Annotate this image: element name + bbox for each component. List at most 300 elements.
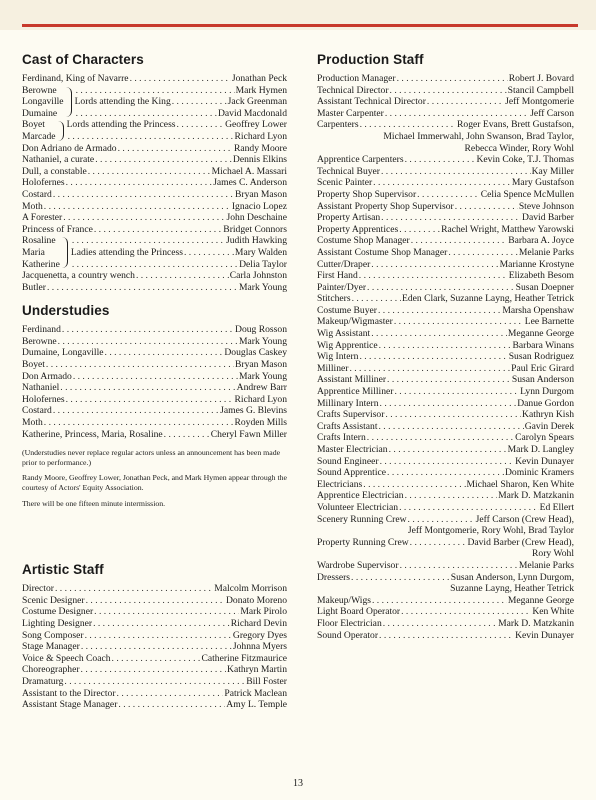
dot-leader: [81, 664, 227, 676]
role-label: Technical Buyer: [317, 165, 380, 177]
person-name: Susan Anderson: [511, 374, 574, 386]
person-name: Richard Lyon: [234, 393, 287, 405]
role-label: Berowne: [22, 335, 57, 347]
role-label: Assistant Technical Director: [317, 96, 426, 108]
person-name: Mark D. Matzkanin: [498, 490, 574, 502]
role-label: Dull, a constable: [22, 165, 87, 177]
dot-leader: [64, 676, 245, 688]
person-name: Kathryn Kish: [522, 409, 574, 421]
role-label: Dumaine, Longaville: [22, 347, 104, 359]
role-label: Floor Electrician: [317, 617, 382, 629]
role-label: Scenery Running Crew: [317, 513, 407, 525]
credit-row: [317, 606, 574, 618]
credit-row: [22, 224, 287, 236]
person-name: David Barber (Crew Head),: [467, 536, 574, 548]
dot-leader: [379, 421, 524, 433]
credit-row: [22, 405, 287, 417]
person-name: Carolyn Spears: [515, 432, 574, 444]
dot-leader: [73, 371, 238, 383]
dot-leader: [118, 143, 233, 155]
dot-leader: [94, 606, 239, 618]
dot-leader: [380, 456, 515, 468]
person-name: Mary Walden: [234, 246, 287, 258]
credit-row: [22, 166, 287, 178]
spacer: [22, 514, 287, 562]
credit-row: [317, 316, 574, 328]
person-name-continued: Rory Wohl: [532, 548, 574, 560]
credit-row: [317, 572, 574, 584]
person-name: Delia Taylor: [239, 258, 287, 270]
dot-leader: [63, 212, 225, 224]
person-name: Mary Gustafson: [511, 177, 574, 189]
dot-leader: [394, 316, 524, 328]
person-name: Jonathan Peck: [231, 73, 287, 84]
credit-row: [317, 479, 574, 491]
role-label: Scenic Designer: [22, 594, 85, 606]
role-label: Ferdinand: [22, 324, 61, 336]
person-name: Kevin Dunayer: [515, 629, 574, 641]
person-name: Gregory Dyes: [232, 629, 287, 641]
dot-leader: [385, 108, 529, 120]
role-label: Dressers: [317, 571, 351, 583]
credit-row: [22, 282, 287, 294]
role-label: Property Apprentices: [317, 223, 399, 235]
credit-row: [317, 560, 574, 572]
person-name: Jeff Montgomerie: [505, 96, 574, 108]
person-name: Steve Johnson: [518, 200, 574, 212]
person-name: Geoffrey Lower: [225, 119, 287, 131]
person-name: Mark Pirolo: [240, 606, 287, 618]
role-label: Marcade: [22, 130, 56, 142]
dot-leader: [380, 398, 517, 410]
person-name-continued: Suzanne Layng, Heather Tetrick: [450, 583, 574, 595]
credit-row: [317, 630, 574, 642]
credit-row: [317, 351, 574, 363]
credit-row: [67, 119, 287, 131]
dot-leader: [117, 688, 224, 700]
dot-leader: [372, 595, 507, 607]
role-label: Volunteer Electrician: [317, 501, 399, 513]
role-label: Longaville: [22, 96, 64, 108]
dot-leader: [46, 359, 234, 371]
person-name: Eden Clark, Suzanne Layng, Heather Tetrick: [401, 293, 574, 305]
dot-leader: [95, 154, 232, 166]
dot-leader: [60, 382, 235, 394]
credit-row: [22, 618, 287, 630]
person-name: Jeff Carson (Crew Head),: [475, 513, 574, 525]
understudies-heading: Understudies: [22, 303, 110, 319]
credit-row: [22, 429, 287, 441]
role-label: Voice & Speech Coach: [22, 652, 111, 664]
credit-row: [317, 259, 574, 271]
person-name: David Barber: [522, 212, 574, 224]
person-name: Ignacio Lopez: [231, 200, 287, 212]
person-name: Bill Foster: [246, 675, 287, 687]
person-name: Roger Evans, Brett Gustafson,: [457, 119, 574, 131]
dot-leader: [381, 166, 531, 178]
person-name: Michael Sharon, Ken White: [466, 478, 574, 490]
role-label: Cutter/Draper: [317, 258, 371, 270]
credit-row: [317, 305, 574, 317]
role-label: Wardrobe Supervisor: [317, 559, 399, 571]
dot-leader: [405, 154, 476, 166]
dot-leader: [81, 641, 232, 653]
person-name-continued: Rebecca Winder, Rory Wohl: [464, 142, 574, 154]
credit-row: [317, 374, 574, 386]
dot-leader: [373, 177, 511, 189]
credit-row: [317, 328, 574, 340]
dot-leader: [184, 247, 234, 259]
role-label: Costume Designer: [22, 606, 94, 618]
dot-leader: [53, 189, 234, 201]
person-name: Ed Ellert: [539, 501, 574, 513]
dot-leader: [62, 324, 234, 336]
credit-row: [317, 340, 574, 352]
credit-row: [317, 514, 574, 526]
dot-leader: [112, 653, 201, 665]
dot-leader: [427, 96, 504, 108]
credit-row: [22, 595, 287, 607]
role-label: Apprentice Milliner: [317, 386, 394, 398]
dot-leader: [66, 394, 234, 406]
spacer: [22, 293, 287, 303]
role-label: Song Composer: [22, 629, 84, 641]
dot-leader: [383, 618, 497, 630]
cast-heading: Cast of Characters: [22, 52, 144, 67]
person-name: Stancil Campbell: [507, 84, 574, 96]
credit-row: [22, 143, 287, 155]
role-label: Boyet: [22, 119, 45, 131]
role-label: Wig Apprentice: [317, 339, 378, 351]
person-name: Meganne George: [507, 594, 574, 606]
brace-mark: [61, 237, 68, 268]
dot-leader: [399, 224, 440, 236]
role-label: Choreographer: [22, 664, 80, 676]
notes: [22, 448, 287, 508]
dot-leader: [94, 224, 222, 236]
credit-row: [317, 201, 574, 213]
role-label: Lighting Designer: [22, 617, 93, 629]
credit-row: [317, 247, 574, 259]
person-name: Bryan Mason: [235, 188, 287, 200]
credit-row: [71, 235, 287, 247]
dot-leader: [72, 259, 238, 271]
person-name: James G. Blevins: [220, 405, 287, 417]
person-name: Robert J. Bovard: [508, 73, 574, 84]
artistic-list: [22, 583, 287, 711]
person-name: Meganne George: [507, 328, 574, 340]
dot-leader: [88, 166, 211, 178]
credit-row: [22, 347, 287, 359]
person-name: Susan Rodriguez: [508, 351, 574, 363]
cast-list: [22, 73, 287, 85]
dot-leader: [55, 583, 213, 595]
credit-row: [75, 85, 287, 97]
dot-leader: [389, 444, 507, 456]
role-label: Stage Manager: [22, 641, 80, 653]
dot-leader: [367, 282, 515, 294]
person-name-continued: Jeff Montgomerie, Rory Wohl, Brad Taylor: [407, 525, 574, 537]
dot-leader: [408, 514, 475, 526]
credit-row: [317, 421, 574, 433]
dot-leader: [164, 429, 210, 441]
dot-leader: [66, 177, 213, 189]
role-label: Sound Engineer: [317, 455, 379, 467]
person-name: Bridget Connors: [223, 223, 287, 235]
person-name: Doug Rosson: [235, 324, 287, 336]
role-label: Apprentice Electrician: [317, 490, 404, 502]
credit-row: [317, 502, 574, 514]
person-name: Royden Mills: [234, 417, 287, 429]
person-name: Danue Gordon: [517, 397, 574, 409]
role-label: Maria: [22, 246, 45, 258]
role-label: Nathaniel: [22, 382, 60, 394]
role-label: Jacquenetta, a country wench: [22, 270, 135, 282]
production-heading: Production Staff: [317, 52, 424, 67]
role-label: Wig Intern: [317, 351, 359, 363]
role-label: Costard: [22, 405, 52, 417]
lords-princess-group: [22, 119, 287, 142]
person-name: Jeff Carson: [530, 107, 574, 119]
credit-row: [317, 409, 574, 421]
person-name: Rachel Wright, Matthew Yarowski: [441, 223, 574, 235]
person-name: Marsha Openshaw: [502, 304, 574, 316]
person-name: Mark Young: [239, 335, 287, 347]
person-name: Johnna Myers: [232, 641, 287, 653]
person-name: Mark Young: [239, 281, 287, 293]
dot-leader: [58, 336, 238, 348]
credit-row: [22, 606, 287, 618]
credit-row: [75, 96, 287, 108]
role-label: Dumaine: [22, 107, 58, 119]
lords-king-group: [22, 85, 287, 120]
credit-row: [317, 119, 574, 131]
credit-row: [317, 467, 574, 479]
person-name: Carla Johnston: [229, 270, 287, 282]
dot-leader: [72, 235, 225, 247]
credit-row: [317, 618, 574, 630]
dot-leader: [172, 96, 227, 108]
person-name: Donato Moreno: [225, 594, 287, 606]
person-name: Elizabeth Besom: [508, 270, 574, 282]
role-label: Katherine: [22, 258, 60, 270]
dot-leader: [86, 595, 225, 607]
credit-row: [22, 336, 287, 348]
dot-leader: [411, 235, 507, 247]
dot-leader: [68, 131, 234, 143]
role-label: Crafts Supervisor: [317, 409, 385, 421]
dot-leader: [401, 606, 531, 618]
production-list: [317, 73, 574, 641]
dot-leader: [387, 467, 504, 479]
credit-row: [22, 154, 287, 166]
person-name: Barbara Winans: [512, 339, 574, 351]
person-name: Lee Barnette: [524, 316, 574, 328]
person-name: Celia Spence McMullen: [480, 188, 574, 200]
dot-leader: [371, 259, 498, 271]
role-label: Assistant Property Shop Supervisor: [317, 200, 454, 212]
dot-leader: [349, 363, 510, 375]
role-label: Property Running Crew: [317, 536, 409, 548]
role-label: Makeup/Wigmaster: [317, 316, 393, 328]
role-label: Director: [22, 583, 54, 595]
equity-note: Randy Moore, Geoffrey Lower, Jonathan Peck, and Mark Hymen appear through the courtesy of Actors' Equity Association.: [22, 473, 287, 492]
credit-row: [317, 73, 574, 85]
credit-row: [22, 699, 287, 711]
person-name: Kevin Dunayer: [515, 455, 574, 467]
dot-leader: [53, 405, 219, 417]
credit-row: [22, 641, 287, 653]
person-name: Mark Young: [239, 370, 287, 382]
credit-row: [317, 456, 574, 468]
credit-row: [317, 444, 574, 456]
person-name: Susan Doepner: [515, 281, 574, 293]
dot-leader: [379, 630, 514, 642]
person-name-continued: Michael Immerwahl, John Swanson, Brad Taylor,: [383, 130, 574, 142]
credit-row: [22, 189, 287, 201]
person-name: Malcolm Morrison: [214, 583, 287, 595]
dot-leader: [390, 85, 507, 97]
credit-row: [317, 224, 574, 236]
credit-row: [317, 108, 574, 120]
credit-row: [22, 417, 287, 429]
role-label: Boyet: [22, 359, 45, 371]
dot-leader: [136, 270, 229, 282]
dot-leader: [47, 282, 238, 294]
understudy-note: (Understudies never replace regular actors unless an announcement has been made prior to performance.): [22, 448, 281, 467]
dot-leader: [397, 73, 508, 85]
dot-leader: [417, 189, 480, 201]
dot-leader: [363, 479, 465, 491]
role-label: Ferdinand, King of Navarre: [22, 73, 129, 84]
dot-leader: [400, 560, 518, 572]
credit-row: [22, 371, 287, 383]
role-label: Berowne: [22, 84, 57, 96]
role-label: Master Electrician: [317, 444, 388, 455]
role-label: Ladies attending the Princess: [70, 246, 183, 258]
dot-leader: [410, 537, 467, 549]
role-label: Wig Assistant: [317, 328, 371, 340]
person-name: Lynn Durgom: [520, 386, 574, 398]
dot-leader: [394, 386, 519, 398]
person-name: Marianne Krostyne: [499, 258, 574, 270]
credit-row: [22, 73, 287, 85]
person-name: Melanie Parks: [518, 246, 574, 258]
person-name: James C. Anderson: [213, 177, 287, 189]
role-label: Moth: [22, 200, 43, 212]
dot-leader: [360, 119, 456, 131]
credit-row: [317, 282, 574, 294]
role-label: Master Carpenter: [317, 107, 384, 119]
dot-leader: [448, 247, 518, 259]
page-number: 13: [293, 778, 303, 789]
credit-row: [317, 595, 574, 607]
credit-row: [22, 359, 287, 371]
person-name: Randy Moore: [233, 142, 287, 154]
person-name: Amy L. Temple: [226, 699, 287, 711]
person-name: Mark Hymen: [235, 84, 287, 96]
credit-row: [317, 189, 574, 201]
role-label: Property Shop Supervisor: [317, 188, 417, 200]
credit-row: [317, 212, 574, 224]
dot-leader: [118, 699, 225, 711]
role-label: Painter/Dyer: [317, 281, 367, 293]
cast-list: [22, 270, 287, 293]
intermission-note: There will be one fifteen minute intermission.: [22, 498, 166, 508]
role-label: Electricians: [317, 478, 363, 490]
dot-leader: [76, 108, 217, 120]
credit-row: [22, 664, 287, 676]
role-label: Katherine, Princess, Maria, Rosaline: [22, 428, 163, 440]
role-label: Lords attending the Princess: [66, 119, 176, 131]
person-name: Paul Eric Girard: [511, 362, 574, 374]
credit-row: [317, 154, 574, 166]
role-label: Costume Buyer: [317, 304, 377, 316]
credit-row: [317, 235, 574, 247]
role-label: Nathaniel, a curate: [22, 154, 95, 166]
credit-row: [22, 630, 287, 642]
dot-leader: [85, 630, 232, 642]
credit-row: [317, 398, 574, 410]
person-name: David Macdonald: [217, 107, 287, 119]
credit-row: [22, 201, 287, 213]
role-label: First Hand: [317, 270, 358, 282]
dot-leader: [105, 347, 224, 359]
role-label: Costume Shop Manager: [317, 235, 410, 247]
role-label: A Forester: [22, 212, 63, 224]
person-name: Richard Devin: [230, 617, 287, 629]
understudies-list: [22, 324, 287, 440]
credit-row: [22, 212, 287, 224]
person-name: Kathryn Martin: [227, 664, 287, 676]
person-name: Michael A. Massari: [211, 165, 287, 177]
role-label: Dramaturg: [22, 675, 64, 687]
person-name: Mark D. Matzkanin: [498, 617, 574, 629]
dot-leader: [351, 572, 450, 584]
role-label: Crafts Assistant: [317, 420, 378, 432]
person-name: John Deschaine: [226, 212, 287, 224]
role-label: Assistant to the Director: [22, 687, 116, 699]
credit-row: [317, 432, 574, 444]
person-name: Barbara A. Joyce: [508, 235, 574, 247]
role-label: Millinary Intern: [317, 397, 379, 409]
role-label: Sound Apprentice: [317, 467, 387, 479]
dot-leader: [44, 201, 231, 213]
credit-row: [317, 293, 574, 305]
credit-row: [317, 490, 574, 502]
role-label: Rosaline: [22, 235, 56, 247]
role-label: Technical Director: [317, 84, 389, 96]
dot-leader: [359, 351, 507, 363]
person-name: Kay Miller: [531, 165, 574, 177]
dot-leader: [371, 328, 507, 340]
person-name: Catherine Fitzmaurice: [201, 652, 287, 664]
credit-row: [317, 537, 574, 549]
dot-leader: [93, 618, 230, 630]
person-name: Patrick Maclean: [224, 687, 287, 699]
credit-row: [22, 583, 287, 595]
dot-leader: [177, 119, 225, 131]
credit-row: [22, 653, 287, 665]
credit-row: [317, 166, 574, 178]
credit-row: [22, 177, 287, 189]
dot-leader: [405, 490, 497, 502]
role-label: Carpenters: [317, 119, 359, 131]
person-name: Susan Anderson, Lynn Durgom,: [450, 571, 574, 583]
role-label: Apprentice Carpenters: [317, 154, 404, 166]
credit-row: [22, 394, 287, 406]
dot-leader: [367, 432, 514, 444]
